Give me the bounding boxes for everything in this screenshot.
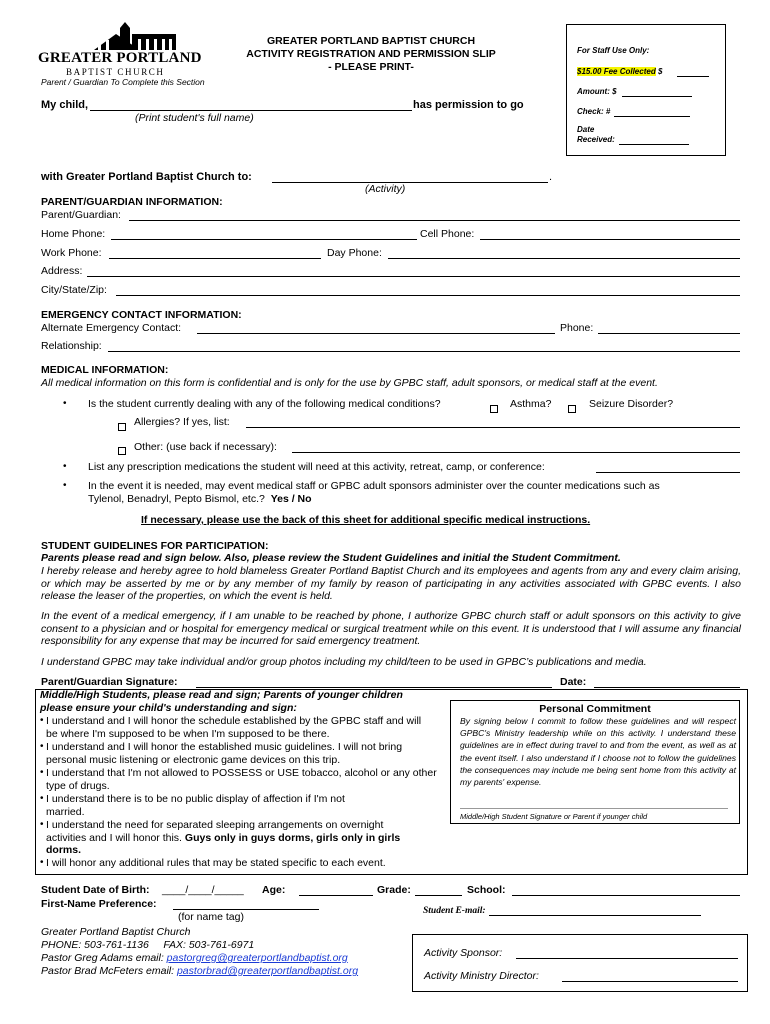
release-paragraph: I hereby release and hereby agree to hold blameless Greater Portland Baptist Church and its employees and agents from any and every claim arising, or which may be asserted by me or by any member of my family by reason of participating in any activities associated with GPBC events. I also release the leaser of the properties, on which the event is held. <box>41 565 741 603</box>
bullet-icon: • <box>40 819 44 830</box>
emergency-phone-label: Phone: <box>560 322 594 334</box>
contact-phone: PHONE: 503-761-1136 FAX: 503-761-6971 <box>41 939 255 951</box>
relationship-label: Relationship: <box>41 340 102 352</box>
rule-sleeping: I understand the need for separated sleeping arrangements on overnight activities and I will honor this. Guys only in guys dorms, girls only in girls dorms. <box>46 819 401 857</box>
activity-sponsor-line[interactable] <box>516 958 738 959</box>
amount-line[interactable] <box>622 96 692 97</box>
prescription-line[interactable] <box>596 472 740 473</box>
fee-line[interactable] <box>677 76 709 77</box>
guidelines-heading: STUDENT GUIDELINES FOR PARTICIPATION: <box>41 540 269 552</box>
dob-field[interactable]: ____/____/_____ <box>162 884 244 896</box>
city-line[interactable] <box>116 295 740 296</box>
age-label: Age: <box>262 884 286 896</box>
activity-hint: (Activity) <box>365 183 406 195</box>
medical-q3b: Tylenol, Benadryl, Pepto Bismol, etc.? Yes / No <box>88 493 312 505</box>
staff-received: Received: <box>577 135 615 144</box>
parent-note: Parent / Guardian To Complete this Section <box>41 77 205 87</box>
contact-brad: Pastor Brad McFeters email: pastorbrad@greaterportlandbaptist.org <box>41 965 359 977</box>
activity-sponsor-label: Activity Sponsor: <box>424 947 503 959</box>
name-tag-hint: (for name tag) <box>178 911 244 923</box>
school-line[interactable] <box>512 895 740 896</box>
medical-q2: List any prescription medications the student will need at this activity, retreat, camp, or conference: <box>88 461 545 473</box>
dob-label: Student Date of Birth: <box>41 884 150 896</box>
allergies-label: Allergies? If yes, list: <box>134 416 230 428</box>
grade-line[interactable] <box>415 895 462 896</box>
allergies-checkbox[interactable] <box>118 419 131 437</box>
received-line[interactable] <box>619 144 689 145</box>
photo-consent-paragraph: I understand GPBC may take individual and/or group photos including my child/teen to be used in GPBC’s publications and media. <box>41 656 647 668</box>
day-phone-label: Day Phone: <box>327 247 382 259</box>
church-logo <box>36 22 202 80</box>
age-line[interactable] <box>299 895 373 896</box>
alternate-contact-line[interactable] <box>197 333 555 334</box>
bullet-icon: • <box>63 461 67 472</box>
medical-heading: MEDICAL INFORMATION: <box>41 364 169 376</box>
other-checkbox[interactable] <box>118 443 131 461</box>
city-label: City/State/Zip: <box>41 284 107 296</box>
asthma-label: Asthma? <box>510 398 552 410</box>
home-phone-label: Home Phone: <box>41 228 106 240</box>
sponsor-box <box>412 934 748 992</box>
child-name-line[interactable] <box>90 110 412 111</box>
seizure-checkbox[interactable] <box>568 401 581 419</box>
rule-affection: I understand there is to be no public display of affection if I'm not married. <box>46 793 345 818</box>
parent-guardian-label: Parent/Guardian: <box>41 209 121 221</box>
form-title-line1: GREATER PORTLAND BAPTIST CHURCH <box>266 35 476 47</box>
emergency-heading: EMERGENCY CONTACT INFORMATION: <box>41 309 242 321</box>
back-note: If necessary, please use the back of this sheet for additional specific medical instructions. <box>141 514 591 526</box>
student-signature-line[interactable] <box>460 808 728 809</box>
greg-email-link[interactable]: pastorgreg@greaterportlandbaptist.org <box>166 952 348 964</box>
seizure-label: Seizure Disorder? <box>589 398 674 410</box>
first-name-line[interactable] <box>173 909 319 910</box>
medical-q3a: In the event it is needed, may event medical staff or GPBC adult sponsors administer over the counter medications such as <box>88 480 660 492</box>
medical-q1: Is the student currently dealing with any of the following medical conditions? <box>88 398 441 410</box>
rule-additional: I will honor any additional rules that may be stated specific to each event. <box>46 857 386 869</box>
rule-music: I understand and I will honor the established music guidelines. I will not bring personal music listening or electronic game devices on this trip. <box>46 741 403 766</box>
bullet-icon: • <box>40 767 44 778</box>
first-name-label: First-Name Preference: <box>41 898 157 910</box>
alternate-contact-label: Alternate Emergency Contact: <box>41 322 182 334</box>
rule-schedule: I understand and I will honor the schedule established by the GPBC staff and will be where I'm supposed to be when I'm supposed to be there. <box>46 715 422 740</box>
work-phone-label: Work Phone: <box>41 247 102 259</box>
student-email-line[interactable] <box>489 915 701 916</box>
other-line[interactable] <box>292 452 740 453</box>
student-email-label: Student E-mail: <box>423 906 486 916</box>
guardian-heading: PARENT/GUARDIAN INFORMATION: <box>41 196 223 208</box>
activity-period: . <box>549 171 553 183</box>
student-rules-heading: Middle/High Students, please read and sign; Parents of younger children please ensure your child's understanding and sign: <box>40 689 403 714</box>
fee-highlight: $15.00 Fee Collected <box>577 67 656 76</box>
bullet-icon: • <box>63 398 67 409</box>
cell-phone-label: Cell Phone: <box>420 228 475 240</box>
ministry-director-line[interactable] <box>562 981 738 982</box>
activity-line[interactable] <box>272 182 548 183</box>
bullet-icon: • <box>40 857 44 868</box>
parent-guardian-line[interactable] <box>129 220 740 221</box>
logo-line2: BAPTIST CHURCH <box>66 67 165 77</box>
has-permission-label: has permission to go <box>413 99 524 111</box>
signature-date-label: Date: <box>560 676 587 688</box>
parent-signature-line[interactable] <box>196 687 552 688</box>
logo-line1: GREATER PORTLAND <box>38 50 202 66</box>
medical-consent-paragraph: In the event of a medical emergency, if I am unable to be reached by phone, I authorize GPBC church staff or adult sponsors on this activity to give consent to a physician and or hospital for emergency medical or surgical treatment while on this event. It is understood that I will assume any financial responsibility for any expense that may be incurred for said emergency treatment. <box>41 610 741 648</box>
staff-date: Date <box>577 125 595 134</box>
staff-heading: For Staff Use Only: <box>577 46 650 55</box>
staff-amount: Amount: $ <box>577 87 617 96</box>
bullet-icon: • <box>40 793 44 804</box>
rule-drugs: I understand that I'm not allowed to POSSESS or USE tobacco, alcohol or any other type of drugs. <box>46 767 437 792</box>
my-child-label: My child, <box>41 99 89 111</box>
contact-church: Greater Portland Baptist Church <box>41 926 191 938</box>
relationship-line[interactable] <box>108 351 740 352</box>
parent-signature-label: Parent/Guardian Signature: <box>41 676 178 688</box>
grade-label: Grade: <box>377 884 411 896</box>
medical-note: All medical information on this form is confidential and is only for the use by GPBC staff, adult sponsors, or medical staff at the event. <box>41 377 658 389</box>
allergies-line[interactable] <box>246 427 740 428</box>
other-label: Other: (use back if necessary): <box>134 441 277 453</box>
print-name-hint: (Print student's full name) <box>135 112 254 124</box>
yes-no-option[interactable]: Yes / No <box>270 493 312 505</box>
signature-date-line[interactable] <box>594 687 740 688</box>
staff-check: Check: # <box>577 107 611 116</box>
contact-greg: Pastor Greg Adams email: pastorgreg@greaterportlandbaptist.org <box>41 952 348 964</box>
form-title-line3: - PLEASE PRINT- <box>328 61 414 73</box>
day-phone-line[interactable] <box>388 258 740 259</box>
ministry-director-label: Activity Ministry Director: <box>424 970 539 982</box>
commitment-heading: Personal Commitment <box>539 703 651 715</box>
fee-collected: $15.00 Fee Collected $ <box>577 67 663 76</box>
with-church-label: with Greater Portland Baptist Church to: <box>41 171 252 183</box>
home-phone-line[interactable] <box>111 239 417 240</box>
work-phone-line[interactable] <box>109 258 321 259</box>
commitment-text: By signing below I commit to follow these guidelines and will respect GPBC's Ministry leadership while on this activity. I understand these guidelines are in effect during travel to and from the event, as well as at the event itself. I also understand if I choose not to follow the guidelines the consequences may include me being sent home from this activity at my parents' expense. <box>460 716 736 788</box>
address-line[interactable] <box>87 276 740 277</box>
guidelines-subheading: Parents please read and sign below. Also, please review the Student Guidelines and initial the Student Commitment. <box>41 552 621 564</box>
brad-email-link[interactable]: pastorbrad@greaterportlandbaptist.org <box>176 965 359 977</box>
school-label: School: <box>467 884 506 896</box>
asthma-checkbox[interactable] <box>490 401 503 419</box>
bullet-icon: • <box>40 741 44 752</box>
emergency-phone-line[interactable] <box>598 333 740 334</box>
check-line[interactable] <box>614 116 690 117</box>
form-title-line2: ACTIVITY REGISTRATION AND PERMISSION SLIP <box>246 48 496 60</box>
address-label: Address: <box>41 265 83 277</box>
cell-phone-line[interactable] <box>480 239 740 240</box>
church-building-icon <box>36 22 186 52</box>
bullet-icon: • <box>63 480 67 491</box>
bullet-icon: • <box>40 715 44 726</box>
student-signature-caption: Middle/High Student Signature or Parent if younger child <box>460 812 648 821</box>
